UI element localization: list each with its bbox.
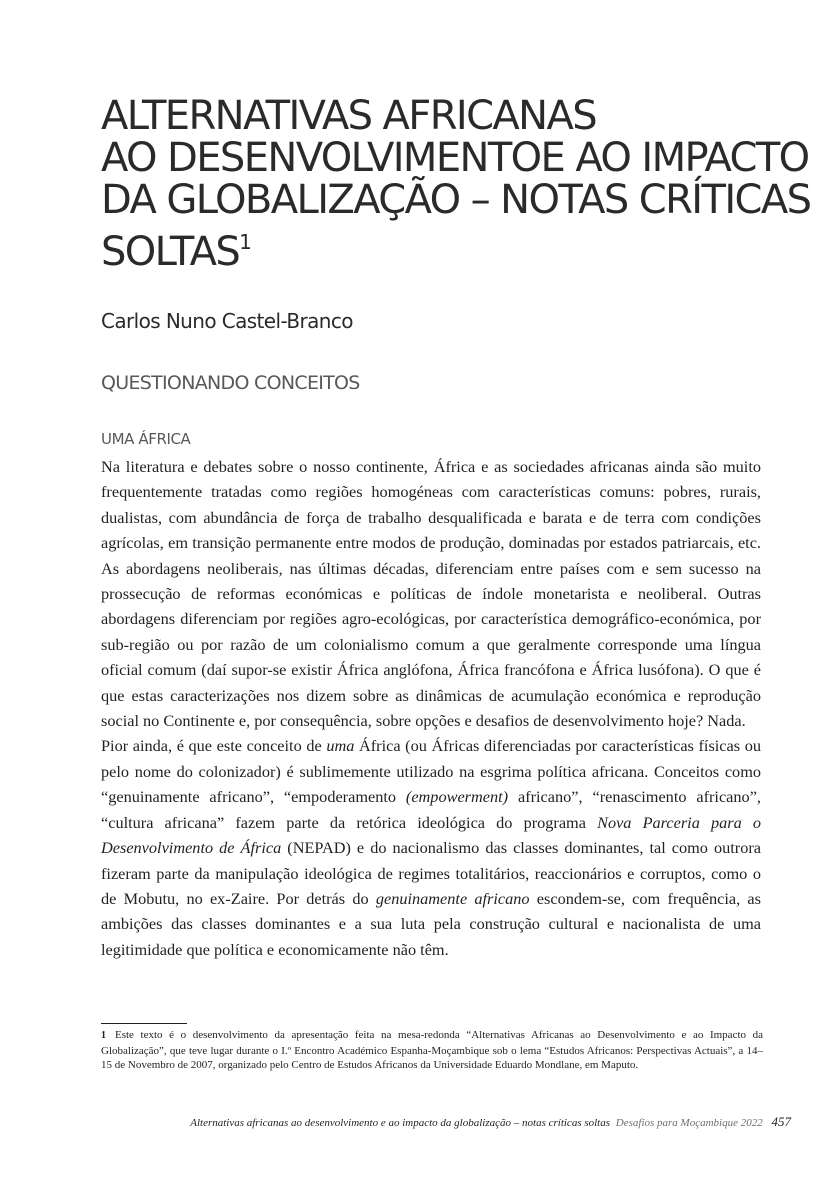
body-text bbox=[101, 454, 761, 962]
footer-article-title: Alternativas africanas ao desenvolvimento e ao impacto da globalização – notas críticas soltas bbox=[190, 1117, 611, 1129]
title-line bbox=[101, 221, 781, 273]
footer-book-title: Desafios para Moçambique 2022 bbox=[615, 1117, 763, 1129]
italic-run: Nova Parceria para o Desenvolvimento de África bbox=[101, 812, 761, 858]
running-footer bbox=[190, 1114, 791, 1130]
italic-run: (empowerment) bbox=[405, 787, 509, 807]
body-paragraph: Na literatura e debates sobre o nosso continente, África e as sociedades africanas ainda são muito frequentemente tratadas como regiões homogéneas com características comuns: pobres, rurais, dualistas, com abundância de força de trabalho desqualificada e barata e de terra com condições agrícolas, em transição permanente entre modos de produção, dominadas por estados patriarcais, etc. As abordagens neoliberais, nas últimas décadas, diferenciam entre países com e sem sucesso na prossecução de reformas económicas e políticas de índole monetarista e neoliberal. Outras abordagens diferenciam por regiões agro-ecológicas, por característica demográfico-económica, por sub-região ou por razão de um colonialismo comum a que geralmente corresponde uma língua oficial comum (daí supor-se existir África anglófona, África francófona e África lusófona). O que é que estas caracterizações nos dizem sobre as dinâmicas de acumulação económica e reprodução social no Continente e, por consequência, sobre opções e desafios de desenvolvimento hoje? Nada. bbox=[101, 457, 761, 731]
author-name: Carlos Nuno Castel-Branco bbox=[101, 309, 353, 333]
page-number: 457 bbox=[771, 1114, 791, 1129]
footnote bbox=[101, 1028, 763, 1073]
article-title bbox=[101, 93, 811, 275]
text-run: escondem-se, com frequência, as ambições das classes dominantes e a sua luta pela construção cultural e nacionalista de uma legitimidade que política e economicamente não têm. bbox=[101, 888, 761, 959]
title-line: DA GLOBALIZAÇÃO – NOTAS CRÍTICAS bbox=[101, 177, 811, 223]
title-line: ALTERNATIVAS AFRICANAS bbox=[101, 93, 597, 139]
text-run: africano”, “renascimento africano”, “cultura africana” fazem parte da retórica ideológica do programa bbox=[101, 787, 761, 832]
text-run: (NEPAD) e do nacionalismo das classes dominantes, tal como outrora fizeram parte da manipulação ideológica de regimes totalitários, reaccionários e corruptos, como o de Mobutu, no ex-Zaire. Por detrás do bbox=[101, 838, 761, 908]
section-heading: QUESTIONANDO CONCEITOS bbox=[101, 372, 360, 394]
body-paragraph bbox=[101, 733, 761, 962]
italic-run: genuinamente africano bbox=[375, 888, 530, 908]
text-run: África (ou Áfricas diferenciadas por características físicas ou pelo nome do colonizador) é sublimemente utilizado na esgrima política africana. Conceitos como “genuinamente africano”, “empoderamento bbox=[101, 736, 761, 807]
text-run: Pior ainda, é que este conceito de bbox=[101, 736, 327, 756]
footnote-number: 1 bbox=[101, 1030, 106, 1041]
footnote-text: Este texto é o desenvolvimento da apresentação feita na mesa-redonda “Alternativas Africanas ao Desenvolvimento e ao Impacto da Globalização”, que teve lugar durante o I.º Encontro Académico Espanha-Moçambique sob o lema “Estudos Africanos: Perspectivas Actuais”, a 14–15 de Novembro de 2007, organizado pelo Centro de Estudos Africanos da Universidade Eduardo Mondlane, em Maputo. bbox=[101, 1029, 763, 1072]
title-line-text: SOLTAS bbox=[101, 229, 240, 275]
title-line: AO DESENVOLVIMENTOE AO IMPACTO bbox=[101, 135, 809, 181]
subsection-heading: UMA ÁFRICA bbox=[101, 430, 191, 448]
italic-run: uma bbox=[326, 736, 355, 756]
title-footnote-ref[interactable]: 1 bbox=[239, 230, 252, 254]
footnote-divider bbox=[101, 1023, 187, 1024]
